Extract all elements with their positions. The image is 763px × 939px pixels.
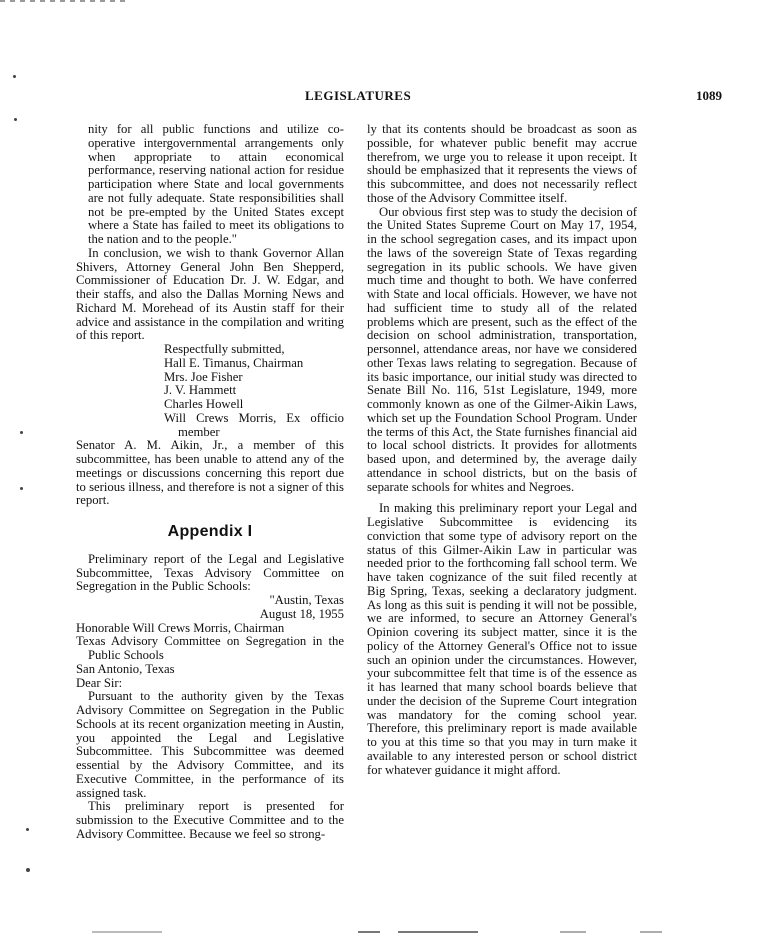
body-paragraph: In making this preliminary report your Legal and Legislative Subcommittee is evidencing its conviction that some type of advisory report on the status of this Gilmer-Aikin Law in particular was needed prior to the forthcoming fall school term. We have taken cognizance of the suit filed recently at Big Spring, Texas, seeking a declaratory judgment. As long as this suit is pending it will not be possible, we are informed, to secure an Attorney General's Opinion covering its subject matter, since it is the policy of the Attorney General's Office not to issue such an opinion under the circumstances. However, your subcommittee felt that time is of the essence as it has learned that many school boards believe that under the decision of the Supreme Court integration was mandatory for the coming school year. Therefore, this preliminary report is made available to you at this time so that you may in turn make it available to any interested person or school district for whatever guidance it might afford. xyxy=(367,501,637,777)
scan-bottom-mark xyxy=(640,931,662,933)
scan-speck xyxy=(13,75,16,78)
body-paragraph: Our obvious first step was to study the decision of the United States Supreme Court on May 17, 1954, in the school segregation cases, and its impact upon the laws of the sovereign State of Texas regarding segregation in its public schools. We have given much time and thought to both. We have conferred with State and local officials. However, we have not had sufficient time to study all of the related problems which are present, such as the effect of the decision on school administration, transportation, personnel, attendance areas, nor have we considered other Texas laws relating to segregation. Because of its basic importance, our initial study was directed to Senate Bill No. 116, 51st Legislature, 1949, more commonly known as one of the Gilmer-Aikin Laws, which set up the Foundation School Program. Under the terms of this Act, the State furnishes financial aid to local school districts. It provides for allotments based upon, and determined by, the average daily attendance in school districts, but on the basis of separate schools for whites and Negroes. xyxy=(367,204,637,494)
scan-speck xyxy=(20,431,23,434)
signatory: Hall E. Timanus, Chairman xyxy=(164,355,304,370)
left-column xyxy=(76,123,344,842)
scan-bottom-mark xyxy=(398,931,478,933)
scan-speck xyxy=(20,487,23,490)
signature-block xyxy=(76,343,344,439)
scan-edge-mark xyxy=(0,0,130,2)
scan-bottom-mark xyxy=(358,931,380,933)
addressee-committee: Texas Advisory Committee on Segregation in the Public Schools xyxy=(76,634,344,662)
dateline-place: "Austin, Texas xyxy=(269,593,344,607)
right-column xyxy=(367,123,637,777)
dateline-date: August 18, 1955 xyxy=(259,606,344,621)
body-paragraph: This preliminary report is presented for submission to the Executive Committee and to the Advisory Committee. Because we feel so strong- xyxy=(76,799,344,841)
signatory: Mrs. Joe Fisher xyxy=(164,369,243,384)
preliminary-intro: Preliminary report of the Legal and Legislative Subcommittee, Texas Advisory Committee on Segregation in the Public Schools: xyxy=(76,551,344,594)
signatory: Charles Howell xyxy=(164,397,244,411)
salutation: Dear Sir: xyxy=(76,675,123,690)
running-header: LEGISLATURES xyxy=(305,88,412,103)
signature-closing: Respectfully submitted, xyxy=(164,342,285,356)
quoted-passage: nity for all public functions and utilize co-operative intergovernmental arrangements only when appropriate to attain economical performance, reserving national action for residue participation where State and local governments are not fully adequate. State responsibilities shall not be pre-empted by the United States except where a State has failed to meet its obligations to the nation and to the people." xyxy=(88,122,344,246)
scan-bottom-mark xyxy=(560,931,586,933)
signatory: J. V. Hammett xyxy=(164,383,237,398)
addressee: Honorable Will Crews Morris, Chairman xyxy=(76,620,285,635)
signatory-continuation: member xyxy=(178,424,220,439)
scan-bottom-mark xyxy=(92,931,162,933)
page-number: 1089 xyxy=(696,88,722,103)
addressee-city: San Antonio, Texas xyxy=(76,661,175,676)
appendix-heading: Appendix I xyxy=(167,523,253,540)
signatory: Will Crews Morris, Ex officio xyxy=(164,410,344,425)
body-paragraph: ly that its contents should be broadcast as soon as possible, for whatever public benefit may accrue therefrom, we urge you to release it upon receipt. It should be emphasized that it represents the views of this subcommittee, and does not necessarily reflect those of the Advisory Committee itself. xyxy=(367,122,637,205)
body-paragraph: Pursuant to the authority given by the Texas Advisory Committee on Segregation in the Public Schools at its recent organization meeting in Austin, you appointed the Legal and Legislative Subcommittee. This Subcommittee was deemed essential by the Advisory Committee, and its Executive Committee, in the performance of its assigned task. xyxy=(76,689,344,800)
scan-speck xyxy=(26,868,30,872)
aikin-note: Senator A. M. Aikin, Jr., a member of this subcommittee, has been unable to attend any of the meetings or discussions concerning this report due to serious illness, and therefore is not a signer of this report. xyxy=(76,438,344,508)
conclusion-paragraph: In conclusion, we wish to thank Governor Allan Shivers, Attorney General John Ben Shepperd, Commissioner of Education Dr. J. W. Edgar, and their staffs, and also the Dallas Morning News and Richard M. Morehead of its Austin staff for their advice and assistance in the compilation and writing of this report. xyxy=(76,245,344,343)
scan-speck xyxy=(14,118,17,121)
scan-speck xyxy=(26,828,29,831)
